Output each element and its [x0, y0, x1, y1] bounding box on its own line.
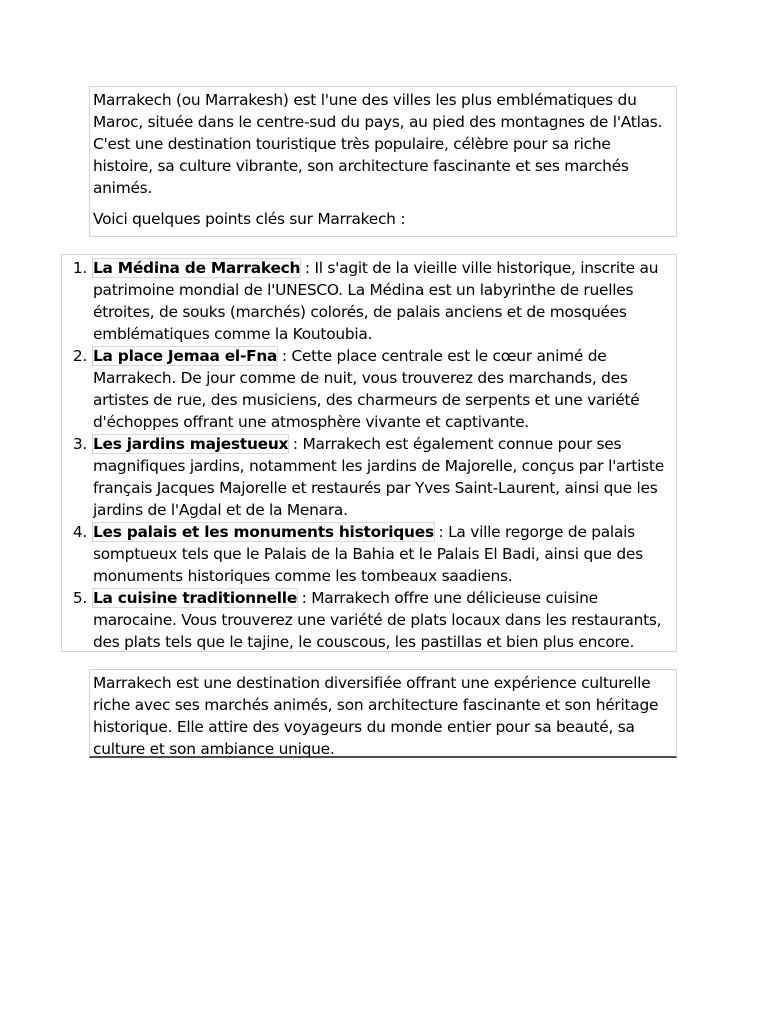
- list-item-text: : Cette place centrale est le cœur animé de Marrakech. De jour comme de nuit, vous trouverez des marchands, des artistes de rue, des musiciens, des charmeurs de serpents et une variété d'échoppes offrant une atmosphère vivante et captivante.: [93, 347, 640, 431]
- list-item-number: 2.: [72, 347, 87, 365]
- intro-text-block: [89, 86, 677, 237]
- list-item-text: : Marrakech offre une délicieuse cuisine marocaine. Vous trouverez une variété de plats locaux dans les restaurants, des plats tels que le tajine, le couscous, les pastillas et bien plus encore.: [93, 589, 662, 651]
- list-item-number: 5.: [72, 589, 87, 607]
- list-item: [72, 257, 673, 345]
- conclusion-paragraph: Marrakech est une destination diversifiée offrant une expérience culturelle riche avec ses marchés animés, son architecture fascinante et son héritage historique. Elle attire des voyageurs du monde entier pour sa beauté, sa culture et son ambiance unique.: [93, 674, 659, 758]
- key-points-list: [72, 257, 673, 653]
- list-item: [72, 345, 673, 433]
- intro-paragraph: Marrakech (ou Marrakesh) est l'une des villes les plus emblématiques du Maroc, située dans le centre-sud du pays, au pied des montagnes de l'Atlas. C'est une destination touristique très populaire, célèbre pour sa riche histoire, sa culture vibrante, son architecture fascinante et ses marchés animés.: [93, 91, 663, 197]
- list-item-term: Les jardins majestueux: [93, 435, 289, 453]
- list-item-number: 1.: [72, 259, 87, 277]
- list-item: [72, 433, 673, 521]
- list-item-text: : Il s'agit de la vieille ville historique, inscrite au patrimoine mondial de l'UNESCO. La Médina est un labyrinthe de ruelles étroites, de souks (marchés) colorés, de palais anciens et de mosquées emblématiques comme la Koutoubia.: [93, 259, 659, 343]
- key-points-list-block: [61, 254, 677, 652]
- intro-lead-line: Voici quelques points clés sur Marrakech :: [93, 210, 406, 228]
- list-item: [72, 587, 673, 653]
- list-item-term: La cuisine traditionnelle: [93, 589, 298, 607]
- list-item: [72, 521, 673, 587]
- list-item-text: : La ville regorge de palais somptueux tels que le Palais de la Bahia et le Palais El Badi, ainsi que des monuments historiques comme les tombeaux saadiens.: [93, 523, 643, 585]
- list-item-number: 4.: [72, 523, 87, 541]
- list-item-number: 3.: [72, 435, 87, 453]
- list-item-term: La Médina de Marrakech: [93, 259, 301, 277]
- list-item-term: Les palais et les monuments historiques: [93, 523, 434, 541]
- list-item-text: : Marrakech est également connue pour ses magnifiques jardins, notamment les jardins de Majorelle, conçus par l'artiste français Jacques Majorelle et restaurés par Yves Saint-Laurent, ainsi que les jardins de l'Agdal et de la Menara.: [93, 435, 664, 519]
- conclusion-text-block: [89, 669, 677, 758]
- list-item-term: La place Jemaa el-Fna: [93, 347, 278, 365]
